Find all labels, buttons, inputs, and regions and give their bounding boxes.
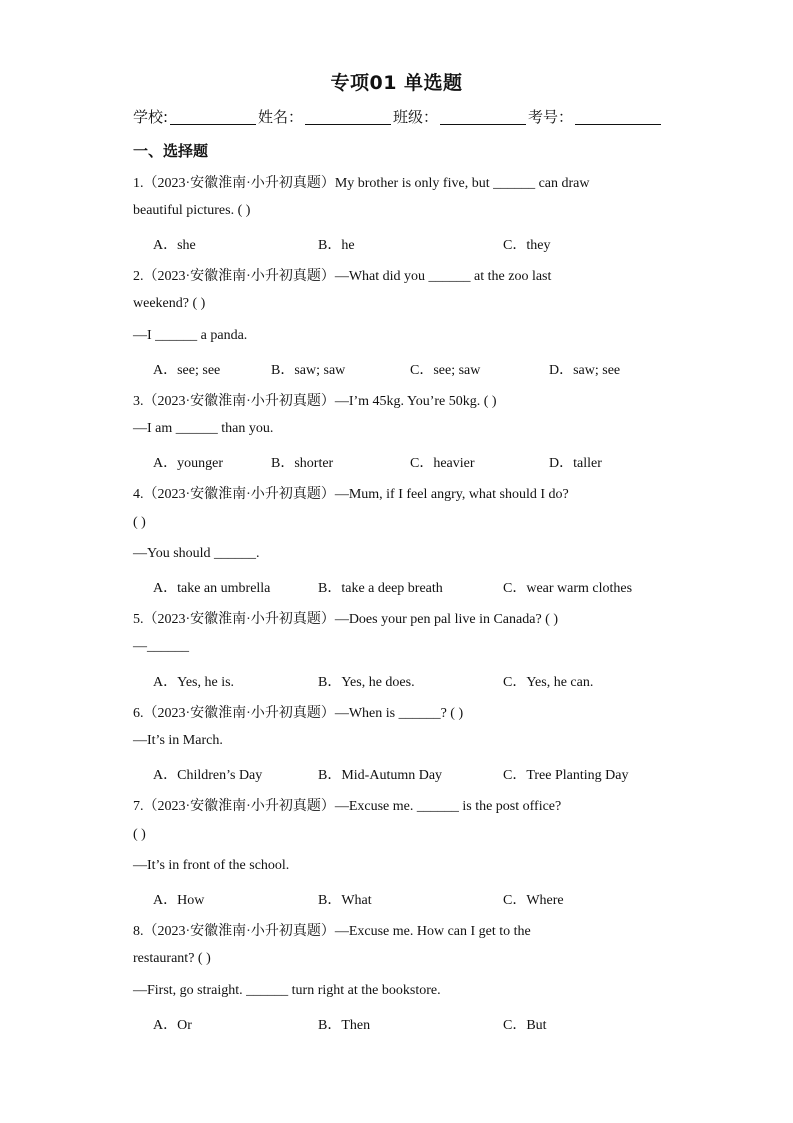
question-6-line-2: —It’s in March. [133,733,223,748]
question-4-line-2: ( ) [133,515,146,530]
option-c[interactable]: C．But [503,1018,547,1033]
option-c[interactable]: C．Where [503,893,564,908]
question-2-line-1: 2.（2023·安徽淮南·小升初真题）—What did you ______ at the zoo last [133,269,552,284]
option-b[interactable]: B．Mid-Autumn Day [318,768,443,783]
option-b[interactable]: B．What [318,893,372,908]
option-c[interactable]: C．heavier [410,456,475,471]
question-5-line-2: —______ [133,639,189,654]
student-info-row [133,106,663,127]
option-b[interactable]: B．he [318,238,355,253]
class-blank[interactable] [440,110,526,125]
question-4-line-3: —You should ______. [133,546,260,561]
question-8-options [153,1014,673,1034]
question-6-line-1: 6.（2023·安徽淮南·小升初真题）—When is ______? ( ) [133,706,464,721]
question-4-line-1: 4.（2023·安徽淮南·小升初真题）—Mum, if I feel angry, what should I do? [133,487,569,502]
class-label: 班级： [393,108,439,126]
question-2-line-2: weekend? ( ) [133,296,206,311]
question-1-line-1: 1.（2023·安徽淮南·小升初真题）My brother is only five, but ______ can draw [133,176,590,191]
question-3-options [153,452,673,472]
option-b[interactable]: B．shorter [271,456,334,471]
option-c[interactable]: C．see; saw [410,363,481,378]
option-a[interactable]: A．see; see [153,363,221,378]
question-4-options [153,577,673,597]
number-label: 考号： [528,108,574,126]
question-6-options [153,764,673,784]
option-b[interactable]: B．saw; saw [271,363,346,378]
option-a[interactable]: A．Yes, he is. [153,675,235,690]
question-1-line-2: beautiful pictures. ( ) [133,203,251,218]
question-8-line-1: 8.（2023·安徽淮南·小升初真题）—Excuse me. How can I get to the [133,924,531,939]
section-heading: 一、选择题 [133,142,209,160]
option-b[interactable]: B．Yes, he does. [318,675,415,690]
option-c[interactable]: C．wear warm clothes [503,581,633,596]
option-a[interactable]: A．How [153,893,205,908]
question-7-options [153,889,673,909]
option-d[interactable]: D．taller [549,456,602,471]
option-c[interactable]: C．Yes, he can. [503,675,594,690]
question-2-line-3: —I ______ a panda. [133,328,248,343]
number-blank[interactable] [575,110,661,125]
option-c[interactable]: C．they [503,238,551,253]
option-a[interactable]: A．take an umbrella [153,581,271,596]
question-3-line-2: —I am ______ than you. [133,421,274,436]
option-c[interactable]: C．Tree Planting Day [503,768,629,783]
name-label: 姓名： [258,108,304,126]
question-7-line-2: ( ) [133,827,146,842]
question-8-line-2: restaurant? ( ) [133,951,211,966]
question-5-options [153,671,673,691]
option-d[interactable]: D．saw; see [549,363,621,378]
option-a[interactable]: A．younger [153,456,223,471]
question-2-options [153,359,673,379]
option-a[interactable]: A．she [153,238,196,253]
question-7-line-3: —It’s in front of the school. [133,858,290,873]
option-a[interactable]: A．Or [153,1018,192,1033]
school-label: 学校: [133,108,169,126]
option-a[interactable]: A．Children’s Day [153,768,263,783]
name-blank[interactable] [305,110,391,125]
question-3-line-1: 3.（2023·安徽淮南·小升初真题）—I’m 45kg. You’re 50kg. ( ) [133,394,497,409]
school-blank[interactable] [170,110,256,125]
question-8-line-3: —First, go straight. ______ turn right at the bookstore. [133,983,441,998]
question-5-line-1: 5.（2023·安徽淮南·小升初真题）—Does your pen pal live in Canada? ( ) [133,612,558,627]
option-b[interactable]: B．take a deep breath [318,581,443,596]
question-1-options [153,234,673,254]
page-title: 专项01 单选题 [330,72,463,94]
option-b[interactable]: B．Then [318,1018,371,1033]
question-7-line-1: 7.（2023·安徽淮南·小升初真题）—Excuse me. ______ is the post office? [133,799,562,814]
